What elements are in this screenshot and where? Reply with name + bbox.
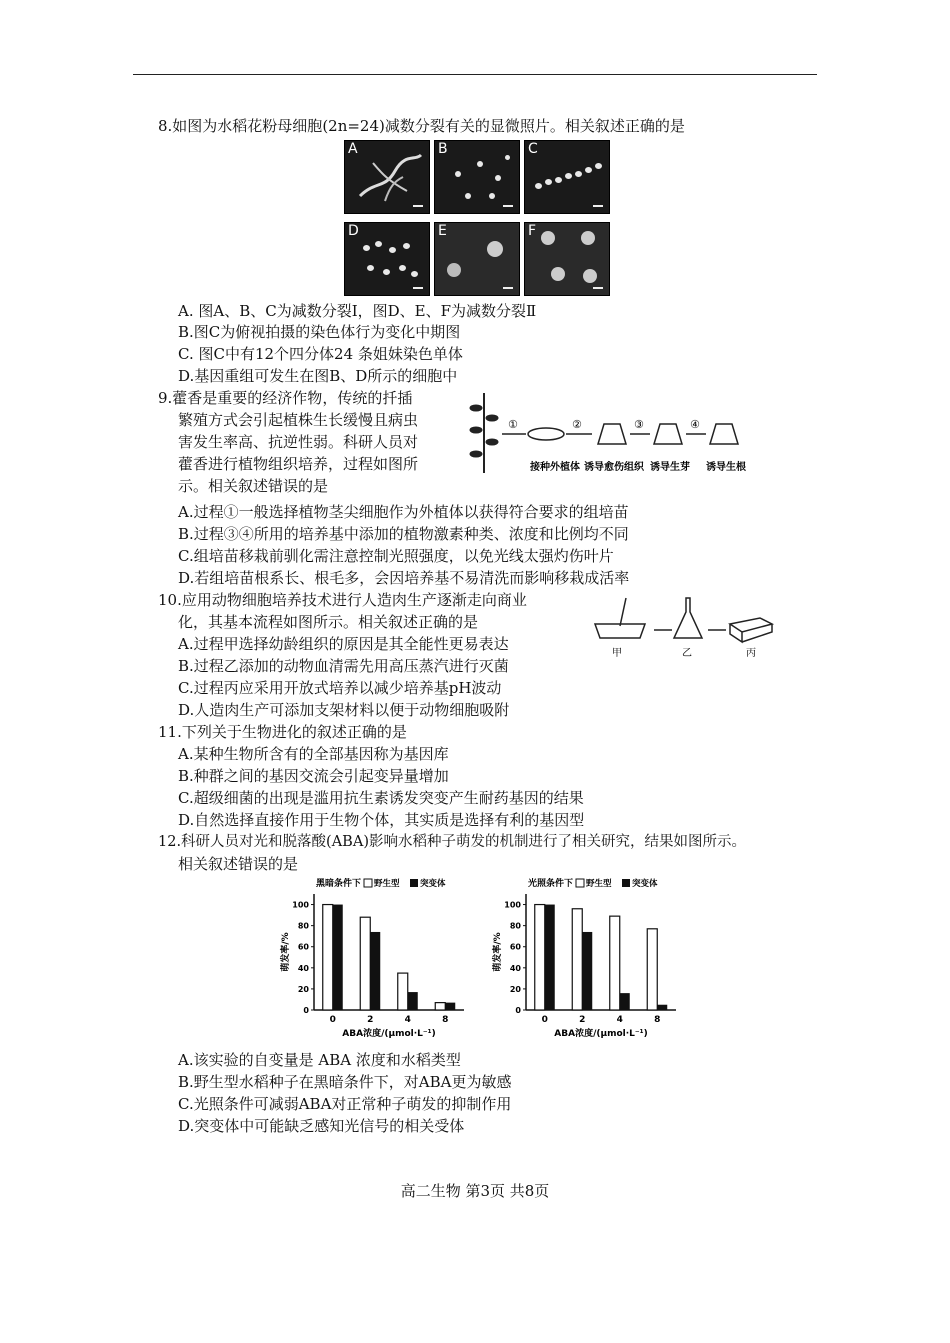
x-tick-label: 4 [404, 1015, 411, 1025]
panel-label: D [348, 223, 359, 239]
micrograph-e [434, 222, 520, 296]
q12-option-c: C.光照条件可减弱ABA对正常种子萌发的抑制作用 [178, 1095, 512, 1113]
chromosome-spot [489, 193, 495, 199]
chromosome-spot [411, 271, 418, 277]
legend-label-wild: 野生型 [374, 879, 400, 889]
x-tick-label: 0 [541, 1015, 548, 1025]
legend-label-mutant: 突变体 [420, 879, 446, 889]
caption-shoot: 诱导生芽 [650, 462, 690, 473]
bar-mutant [408, 992, 418, 1010]
scale-bar [593, 287, 603, 289]
micrograph-d [344, 222, 430, 296]
culture-flask-icon [730, 618, 772, 642]
caption-inoculate: 接种外植体 [530, 462, 580, 473]
y-tick-label: 0 [303, 1006, 309, 1015]
q12-stem-line2: 相关叙述错误的是 [178, 855, 299, 873]
q10-cultured-meat-diagram [590, 590, 780, 660]
nucleus-cluster [447, 263, 461, 277]
y-tick-label: 60 [509, 942, 521, 952]
flask-shoot-icon [654, 424, 682, 444]
scale-bar [593, 205, 603, 207]
q9-tissue-culture-diagram [464, 388, 764, 478]
panel-label: B [438, 141, 448, 157]
bar-mutant [370, 932, 380, 1010]
caption-callus: 诱导愈伤组织 [584, 462, 644, 473]
x-axis-label: ABA浓度/(μmol·L⁻¹) [554, 1029, 648, 1039]
micrograph-f [524, 222, 610, 296]
chromosome-spot [555, 177, 562, 183]
flask-callus-icon [598, 424, 626, 444]
micrograph-a [344, 140, 430, 214]
chart-light-condition [490, 876, 690, 1050]
plant-icon [470, 393, 498, 473]
bar-wild-type [435, 1003, 445, 1010]
x-tick-label: 0 [329, 1015, 336, 1025]
x-tick-label: 8 [654, 1015, 661, 1025]
y-tick-label: 60 [297, 942, 309, 952]
chromosome-spot [363, 245, 370, 251]
nucleus-cluster [581, 231, 595, 245]
x-tick-label: 8 [442, 1015, 449, 1025]
step-2-label: ② [572, 418, 582, 431]
chart-title: 黑暗条件下 [316, 879, 362, 889]
scissors-icon [620, 598, 626, 626]
micrograph-b [434, 140, 520, 214]
bar-mutant [545, 905, 555, 1010]
y-tick-label: 20 [297, 984, 309, 994]
y-tick-label: 20 [509, 984, 521, 994]
legend-label-wild: 野生型 [586, 879, 612, 889]
q8-option-b: B.图C为俯视拍摄的染色体行为变化中期图 [178, 323, 461, 341]
q12-option-d: D.突变体中可能缺乏感知光信号的相关受体 [178, 1117, 465, 1135]
chromosome-spot [585, 167, 592, 173]
x-tick-label: 4 [616, 1015, 623, 1025]
chromosome-spot [399, 265, 406, 271]
chromosome-spot [535, 183, 542, 189]
legend-swatch-wild [364, 879, 372, 887]
panel-label: E [438, 223, 447, 239]
q10-stem-line2: 化，其基本流程如图所示。相关叙述正确的是 [178, 613, 479, 631]
q10-option-b: B.过程乙添加的动物血清需先用高压蒸汽进行灭菌 [178, 657, 509, 675]
q9-stem-line2: 繁殖方式会引起植株生长缓慢且病虫 [178, 411, 419, 429]
label-yi: 乙 [682, 648, 692, 659]
q11-option-d: D.自然选择直接作用于生物个体，其实质是选择有利的基因型 [178, 811, 585, 829]
x-axis-label: ABA浓度/(μmol·L⁻¹) [342, 1029, 436, 1039]
q9-option-d: D.若组培苗根系长、根毛多，会因培养基不易清洗而影响移栽成活率 [178, 569, 630, 587]
x-tick-label: 2 [579, 1015, 586, 1025]
x-tick-label: 2 [367, 1015, 374, 1025]
bar-wild-type [323, 905, 333, 1010]
caption-root: 诱导生根 [706, 462, 746, 473]
panel-label: A [348, 141, 358, 157]
scale-bar [413, 287, 423, 289]
q11-option-b: B.种群之间的基因交流会引起变异量增加 [178, 767, 449, 785]
y-tick-label: 80 [297, 921, 309, 931]
y-tick-label: 40 [509, 963, 521, 973]
q9-stem-line5: 示。相关叙述错误的是 [178, 477, 329, 495]
y-tick-label: 100 [292, 900, 309, 910]
flask-root-icon [710, 424, 738, 444]
y-tick-label: 40 [297, 963, 309, 973]
y-axis-label: 萌发率/% [493, 932, 503, 972]
chromosome-spot [575, 171, 582, 177]
q8-option-d: D.基因重组可发生在图B、D所示的细胞中 [178, 367, 458, 385]
y-tick-label: 100 [504, 900, 521, 910]
y-tick-label: 80 [509, 921, 521, 931]
bar-mutant [657, 1005, 667, 1010]
q12-option-b: B.野生型水稻种子在黑暗条件下，对ABA更为敏感 [178, 1073, 512, 1091]
scale-bar [503, 205, 513, 207]
y-tick-label: 0 [515, 1006, 521, 1015]
q10-option-c: C.过程丙应采用开放式培养以减少培养基pH波动 [178, 679, 502, 697]
q11-option-c: C.超级细菌的出现是滥用抗生素诱发突变产生耐药基因的结果 [178, 789, 584, 807]
bar-mutant [620, 993, 630, 1010]
nucleus-cluster [583, 269, 597, 283]
chart-title: 光照条件下 [528, 879, 574, 889]
scale-bar [413, 205, 423, 207]
q11-option-a: A.某种生物所含有的全部基因称为基因库 [178, 745, 449, 763]
chart-dark-condition [278, 876, 478, 1050]
nucleus-cluster [551, 267, 565, 281]
chromosome-spot [367, 265, 374, 271]
label-jia: 甲 [612, 648, 622, 659]
q8-option-a: A. 图A、B、C为减数分裂Ⅰ，图D、E、F为减数分裂Ⅱ [178, 302, 537, 320]
chromosome-spot [545, 179, 552, 185]
legend-swatch-wild [576, 879, 584, 887]
step-4-label: ④ [690, 418, 700, 431]
q10-option-d: D.人造肉生产可添加支架材料以便于动物细胞吸附 [178, 701, 510, 719]
nucleus-cluster [487, 241, 503, 257]
q8-stem: 8.如图为水稻花粉母细胞(2n=24)减数分裂有关的显微照片。相关叙述正确的是 [158, 117, 685, 135]
chromosome-spot [477, 161, 483, 167]
panel-label: F [528, 223, 537, 239]
q9-stem-line3: 害发生率高、抗逆性弱。科研人员对 [178, 433, 419, 451]
panel-label: C [528, 141, 538, 157]
nucleus-cluster [541, 231, 555, 245]
step-1-label: ① [508, 418, 518, 431]
chromosome-spot [403, 243, 410, 249]
bar-wild-type [572, 909, 582, 1010]
chromosome-spot [383, 269, 390, 275]
q9-option-a: A.过程①一般选择植物茎尖细胞作为外植体以获得符合要求的组培苗 [178, 503, 629, 521]
bar-wild-type [360, 917, 370, 1010]
petri-dish-icon [528, 428, 564, 440]
q8-option-c: C. 图C中有12个四分体24 条姐妹染色单体 [178, 345, 463, 363]
chromosome-spot [465, 193, 471, 199]
chromosome-spot [565, 173, 572, 179]
bar-wild-type [398, 973, 408, 1010]
q12-option-a: A.该实验的自变量是 ABA 浓度和水稻类型 [178, 1051, 461, 1069]
chromosome-spot [375, 241, 382, 247]
header-rule [133, 74, 817, 75]
label-bing: 丙 [746, 648, 756, 659]
page-footer: 高二生物 第3页 共8页 [400, 1182, 550, 1200]
bar-wild-type [535, 905, 545, 1010]
q9-stem-line4: 藿香进行植物组织培养，过程如图所 [178, 455, 419, 473]
step-3-label: ③ [634, 418, 644, 431]
bar-mutant [333, 905, 343, 1010]
q9-option-c: C.组培苗移栽前驯化需注意控制光照强度，以免光线太强灼伤叶片 [178, 547, 614, 565]
bar-mutant [445, 1003, 455, 1010]
chromosome-spot [595, 163, 602, 169]
flask-icon [674, 598, 702, 638]
y-axis-label: 萌发率/% [281, 932, 291, 972]
q10-stem-line1: 10.应用动物细胞培养技术进行人造肉生产逐渐走向商业 [158, 591, 527, 609]
chromosome-spot [455, 171, 461, 177]
q9-stem-line1: 9.藿香是重要的经济作物，传统的扦插 [158, 389, 413, 407]
legend-label-mutant: 突变体 [632, 879, 658, 889]
q10-option-a: A.过程甲选择幼龄组织的原因是其全能性更易表达 [178, 635, 509, 653]
scale-bar [503, 287, 513, 289]
q12-stem-line1: 12.科研人员对光和脱落酸(ABA)影响水稻种子萌发的机制进行了相关研究，结果如图所示。 [158, 834, 746, 850]
bar-mutant [582, 932, 592, 1010]
chromosome-spot [505, 155, 510, 160]
legend-swatch-mutant [622, 879, 630, 887]
bar-wild-type [610, 916, 620, 1010]
q11-stem: 11.下列关于生物进化的叙述正确的是 [158, 723, 407, 741]
micrograph-c [524, 140, 610, 214]
chromosome-spot [389, 247, 396, 253]
legend-swatch-mutant [410, 879, 418, 887]
bar-wild-type [647, 929, 657, 1010]
chromosome-spot [495, 175, 501, 181]
q9-option-b: B.过程③④所用的培养基中添加的植物激素种类、浓度和比例均不同 [178, 525, 629, 543]
tissue-dish-icon [595, 624, 645, 638]
